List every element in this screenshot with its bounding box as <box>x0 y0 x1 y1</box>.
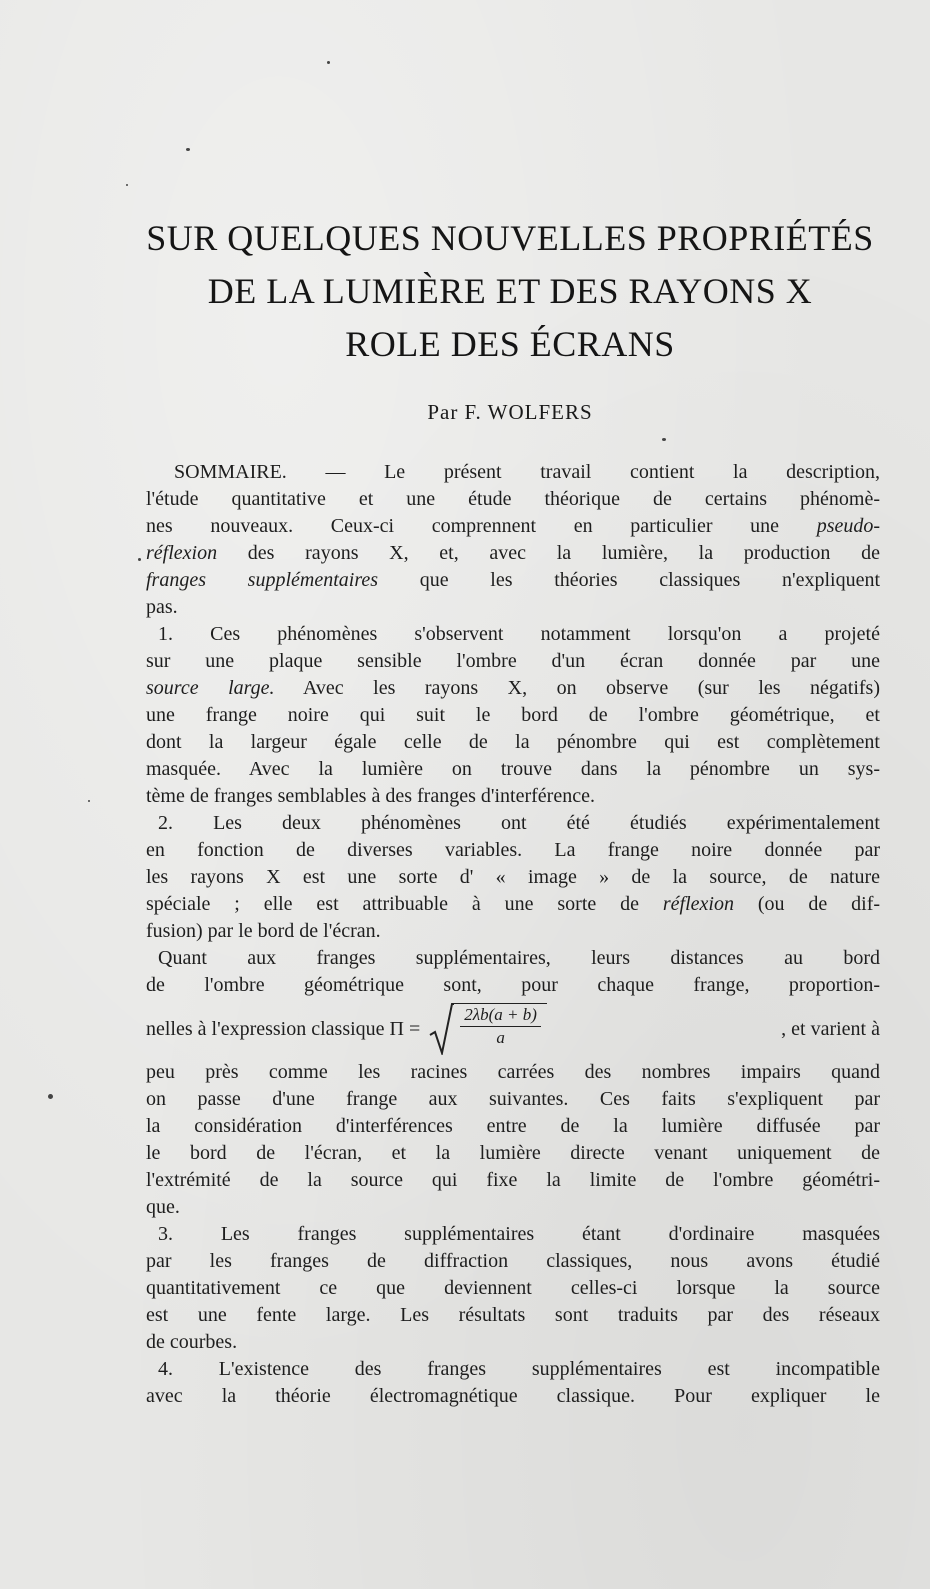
text-line: la considération d'interférences entre de la lumière diffusée par <box>146 1115 880 1137</box>
text-line: les rayons X est une sorte d' « image » de la source, de nature <box>146 866 880 888</box>
formula-trail-text: , et varient à <box>781 1017 880 1040</box>
text-line: franges supplémentaires que les théories classiques n'expliquent <box>146 569 880 591</box>
text-line: par les franges de diffraction classiques, nous avons étudié <box>146 1250 880 1272</box>
text-line: en fonction de diverses variables. La frange noire donnée par <box>146 839 880 861</box>
formula-denominator: a <box>496 1028 505 1047</box>
summary-body <box>146 459 880 1410</box>
formula-fraction <box>454 1003 547 1055</box>
author-byline: Par F. WOLFERS <box>427 400 593 424</box>
text-line: quantitativement ce que deviennent celles-ci lorsque la source <box>146 1277 880 1299</box>
text-line: 3. Les franges supplémentaires étant d'ordinaire masquées <box>158 1223 880 1245</box>
text-line: source large. Avec les rayons X, on observe (sur les négatifs) <box>146 677 880 699</box>
square-root <box>428 1003 547 1055</box>
text-line: dont la largeur égale celle de la pénombre qui est complètement <box>146 731 880 753</box>
title-line-3: ROLE DES ÉCRANS <box>345 324 675 364</box>
text-line: masquée. Avec la lumière on trouve dans la pénombre un sys- <box>146 758 880 780</box>
dust-speck <box>126 184 128 186</box>
text-line: réflexion des rayons X, et, avec la lumière, la production de <box>146 542 881 564</box>
dust-speck <box>138 558 141 561</box>
formula-line <box>146 1001 880 1057</box>
text-line: fusion) par le bord de l'écran. <box>146 920 381 942</box>
radical-sign-icon <box>428 1003 454 1055</box>
text-line: avec la théorie électromagnétique classique. Pour expliquer le <box>146 1385 880 1407</box>
formula-numerator: 2λb(a + b) <box>460 1004 541 1027</box>
text-line: spéciale ; elle est attribuable à une sorte de réflexion (ou de dif- <box>146 893 881 915</box>
formula-lead-text: nelles à l'expression classique Π = <box>146 1017 421 1040</box>
title-line-1: SUR QUELQUES NOUVELLES PROPRIÉTÉS <box>146 218 874 258</box>
text-line: pas. <box>146 596 178 618</box>
text-line: est une fente large. Les résultats sont traduits par des réseaux <box>146 1304 880 1326</box>
text-line: de courbes. <box>146 1331 238 1353</box>
text-line: 2. Les deux phénomènes ont été étudiés expérimentalement <box>158 812 880 834</box>
article-title <box>140 212 880 371</box>
text-line: tème de franges semblables à des franges d'interférence. <box>146 785 595 807</box>
formula-expression <box>146 1003 547 1055</box>
dust-speck <box>662 438 666 441</box>
dust-speck <box>88 800 90 802</box>
text-line: de l'ombre géométrique sont, pour chaque frange, proportion- <box>146 974 880 996</box>
text-line: sur une plaque sensible l'ombre d'un écran donnée par une <box>146 650 880 672</box>
text-line: SOMMAIRE. — Le présent travail contient la description, <box>174 461 880 483</box>
text-line: peu près comme les racines carrées des nombres impairs quand <box>146 1061 880 1083</box>
text-line: l'étude quantitative et une étude théorique de certains phénomè- <box>146 488 880 510</box>
text-line: l'extrémité de la source qui fixe la limite de l'ombre géométri- <box>146 1169 880 1191</box>
title-line-2: DE LA LUMIÈRE ET DES RAYONS X <box>207 271 813 311</box>
dust-speck <box>48 1094 53 1099</box>
text-line: 4. L'existence des franges supplémentaires est incompatible <box>158 1358 880 1380</box>
text-line: on passe d'une frange aux suivantes. Ces faits s'expliquent par <box>146 1088 880 1110</box>
dust-speck <box>327 61 330 64</box>
dust-speck <box>186 148 190 151</box>
text-line: Quant aux franges supplémentaires, leurs distances au bord <box>158 947 880 969</box>
text-line: une frange noire qui suit le bord de l'ombre géométrique, et <box>146 704 880 726</box>
text-line: que. <box>146 1196 180 1218</box>
text-line: nes nouveaux. Ceux-ci comprennent en particulier une pseudo- <box>146 515 881 537</box>
text-line: 1. Ces phénomènes s'observent notamment lorsqu'on a projeté <box>158 623 880 645</box>
text-line: le bord de l'écran, et la lumière directe venant uniquement de <box>146 1142 880 1164</box>
